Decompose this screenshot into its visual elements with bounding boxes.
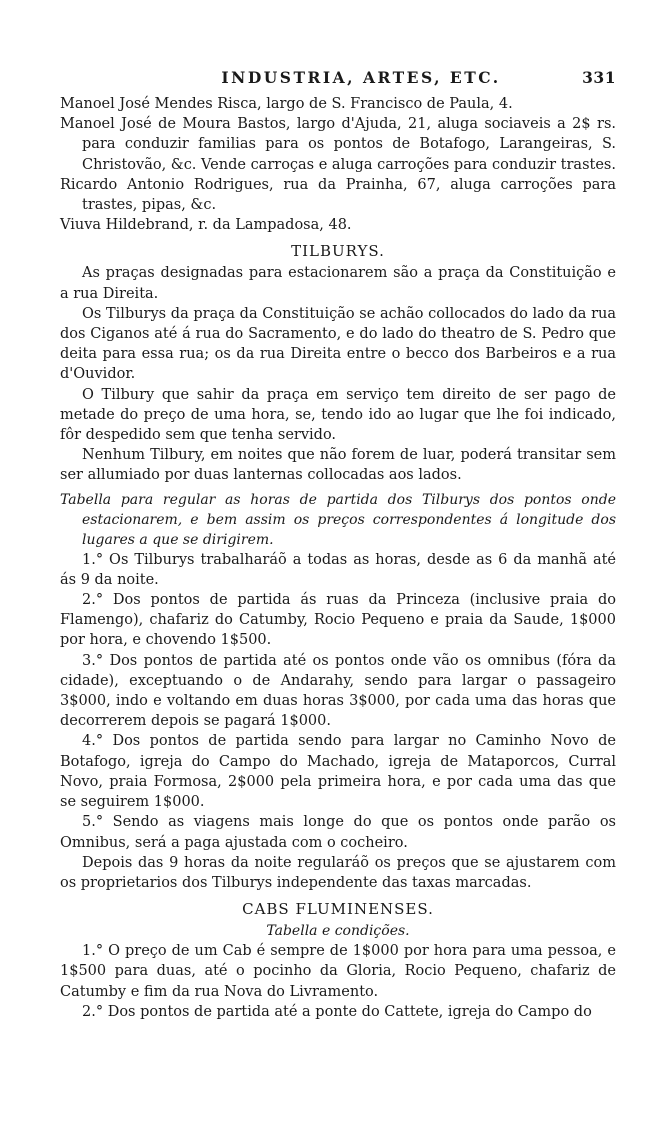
page-number: 331 [582, 68, 616, 87]
directory-entry: Manoel José de Moura Bastos, largo d'Ajuda, 21, aluga sociaveis a 2$ rs. para conduzir familias para os pontos de Botafogo, Larangeiras, S. Christovão, &c. Vende carroças e aluga carroções para conduzir trastes. [60, 116, 616, 173]
directory-entry: Viuva Hildebrand, r. da Lampadosa, 48. [60, 217, 352, 234]
rule-item: 2.° Dos pontos de partida até a ponte do Cattete, igreja do Campo do [82, 1003, 592, 1020]
paragraph: Nenhum Tilbury, em noites que não forem de luar, poderá transitar sem ser allumiado por duas lanternas collocadas aos lados. [60, 447, 616, 484]
rule-item: Depois das 9 horas da noite regularáõ os preços que se ajustarem com os proprietarios dos Tilburys independente das taxas marcadas. [60, 854, 616, 891]
rule-item: 2.° Dos pontos de partida ás ruas da Princeza (inclusive praia do Flamengo), chafariz do Catumby, Rocio Pequeno e praia da Saude, 1$000 por hora, e chovendo 1$500. [60, 592, 616, 649]
paragraph: O Tilbury que sahir da praça em serviço tem direito de ser pago de metade do preço de uma hora, se, tendo ido ao lugar que lhe foi indicado, fôr despedido sem que tenha servido. [60, 386, 616, 444]
section-subtitle: Tabella e condições. [266, 923, 410, 940]
directory-entry: Ricardo Antonio Rodrigues, rua da Prainha, 67, aluga carroções para trastes, pipas, &c. [60, 176, 616, 214]
paragraph: Os Tilburys da praça da Constituição se achão collocados do lado da rua dos Ciganos até á rua do Sacramento, e do lado do theatro de S. Pedro que deita para essa rua; os da rua Direita entre o becco dos Barbeiros e a rua d'Ouvidor. [60, 305, 616, 383]
directory-entries [60, 94, 616, 235]
running-head [60, 68, 616, 94]
rule-item: 3.° Dos pontos de partida até os pontos onde vão os omnibus (fóra da cidade), exceptuando o de Andarahy, sendo para largar o passageiro 3$000, indo e voltando em duas horas 3$000, por cada uma das horas que decorrerem depois se pagará 1$000. [60, 652, 616, 730]
directory-entry: Manoel José Mendes Risca, largo de S. Francisco de Paula, 4. [60, 96, 513, 112]
running-head-title: INDUSTRIA, ARTES, ETC. [221, 68, 501, 87]
section-title: CABS FLUMINENSES. [242, 900, 434, 919]
page [60, 68, 616, 1022]
tilburys-section [60, 239, 616, 893]
paragraph: As praças designadas para estacionarem são a praça da Constituição e a rua Direita. [60, 265, 616, 302]
rule-item: 1.° Os Tilburys trabalharáõ a todas as horas, desde as 6 da manhã até ás 9 da noite. [60, 551, 616, 588]
table-caption: Tabella para regular as horas de partida dos Tilburys dos pontos onde estacionarem, e bem assim os preços correspondentes á longitude dos lugares a que se dirigirem. [60, 491, 616, 548]
cabs-section [60, 897, 616, 1022]
rule-item: 1.° O preço de um Cab é sempre de 1$000 por hora para uma pessoa, e 1$500 para duas, até o pocinho da Gloria, Rocio Pequeno, chafariz de Catumby e fim da rua Nova do Livramento. [60, 943, 616, 1000]
rule-item: 5.° Sendo as viagens mais longe do que os pontos onde parão os Omnibus, será a paga ajustada com o cocheiro. [60, 814, 616, 851]
rule-item: 4.° Dos pontos de partida sendo para largar no Caminho Novo de Botafogo, igreja do Campo do Machado, igreja de Mataporcos, Curral Novo, praia Formosa, 2$000 pela primeira hora, e por cada uma das que se seguirem 1$000. [60, 733, 616, 811]
section-title: TILBURYS. [291, 242, 385, 261]
